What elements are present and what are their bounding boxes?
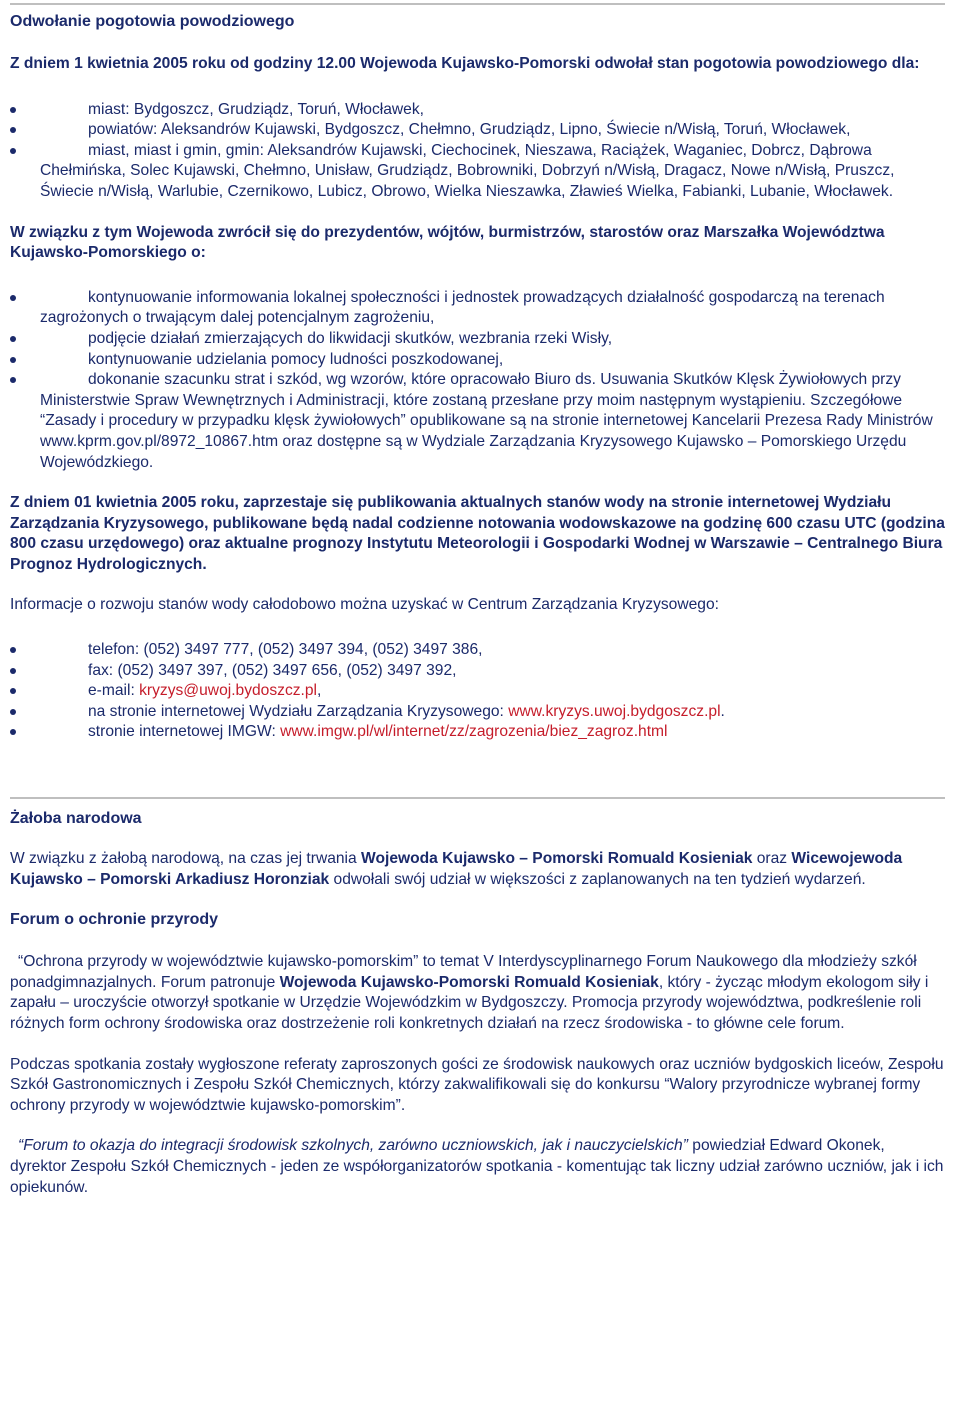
bullet-icon: [10, 127, 16, 133]
water-level-notice: Z dniem 01 kwietnia 2005 roku, zaprzestaje się publikowania aktualnych stanów wody na stronie internetowej Wydziału Zarządzania Kryzysowego, publikowane będą nadal codzienne notowania wodowskazowe na godzinę 600 czasu UTC (godzina 800 czasu urzędowego) oraz aktualne prognozy Instytutu Meteorologii i Gospodarki Wodnej w Warszawie – Centralnego Biura Prognoz Hydrologicznych.: [10, 494, 945, 573]
list-item: na stronie internetowej Wydziału Zarządzania Kryzysowego: www.kryzys.uwoj.bydgoszcz.pl.: [10, 702, 945, 723]
list-item: miast: Bydgoszcz, Grudziądz, Toruń, Włocławek,: [10, 100, 945, 121]
bullet-icon: [10, 107, 16, 113]
forum-paragraph-2: Podczas spotkania zostały wygłoszone referaty zaproszonych gości ze środowisk naukowych oraz uczniów bydgoskich liceów, Zespołu Szkół Gastronomicznych i Zespołu Szkół Chemicznych, którzy zakwalifikowali się do konkursu “Walory przyrodnicze wybranej formy ochrony przyrody w województwie kujawsko-pomorskim”.: [10, 1055, 944, 1114]
flood-lead: Z dniem 1 kwietnia 2005 roku od godziny 12.00 Wojewoda Kujawsko-Pomorski odwołał stan pogotowia powodziowego dla:: [10, 55, 920, 72]
section-title-flood: Odwołanie pogotowia powodziowego: [10, 13, 295, 30]
list-item: kontynuowanie udzielania pomocy ludności poszkodowanej,: [40, 350, 945, 371]
section-title-forum: Forum o ochronie przyrody: [10, 911, 219, 929]
bullet-icon: [10, 647, 16, 653]
bullet-icon: [10, 688, 16, 694]
wzk-website-link[interactable]: www.kryzys.uwoj.bydgoszcz.pl: [508, 702, 721, 720]
info-paragraph: Informacje o rozwoju stanów wody całodobowo można uzyskać w Centrum Zarządzania Kryzysowego:: [10, 596, 719, 614]
bullet-icon: [10, 357, 16, 363]
email-link[interactable]: kryzys@uwoj.bydoszcz.pl: [139, 682, 318, 700]
list-item: podjęcie działań zmierzających do likwidacji skutków, wezbrania rzeki Wisły,: [40, 329, 945, 350]
list-item: e-mail: kryzys@uwoj.bydoszcz.pl,: [10, 681, 945, 702]
bullet-icon: [10, 729, 16, 735]
top-divider: [10, 3, 945, 5]
bullet-icon: [10, 709, 16, 715]
section-divider: [10, 797, 945, 799]
bullet-icon: [10, 377, 16, 383]
list-item: telefon: (052) 3497 777, (052) 3497 394, (052) 3497 386,: [10, 640, 945, 661]
list-item: dokonanie szacunku strat i szkód, wg wzorów, które opracowało Biuro ds. Usuwania Skutków Klęsk Żywiołowych przy Ministerstwie Spraw Wewnętrznych i Administracji, które zostaną przesłane przy moim następnym wystąpieniu. Szczegółowe “Zasady i procedury w przypadku klęsk żywiołowych” opublikowane są na stronie internetowej Kancelarii Prezesa Rady Ministrów www.kprm.gov.pl/8972_10867.htm oraz dostępne są w Wydziale Zarządzania Kryzysowego Kujawsko – Pomorskiego Urzędu Wojewódzkiego.: [40, 370, 945, 473]
bullet-icon: [10, 336, 16, 342]
appeal-list: [10, 288, 945, 473]
list-item: fax: (052) 3497 397, (052) 3497 656, (052) 3497 392,: [10, 661, 945, 682]
imgw-website-link[interactable]: www.imgw.pl/wl/internet/zz/zagrozenia/biez_zagroz.html: [280, 723, 668, 741]
appeal-paragraph: W związku z tym Wojewoda zwrócił się do prezydentów, wójtów, burmistrzów, starostów oraz Marszałka Województwa Kujawsko-Pomorskiego o:: [10, 223, 885, 262]
section-title-mourning: Żałoba narodowa: [10, 810, 142, 828]
flood-area-list: [10, 100, 945, 203]
list-item: kontynuowanie informowania lokalnej społeczności i jednostek prowadzących działalność gospodarczą na terenach zagrożonych o trwającym dalej potencjalnym zagrożeniu,: [40, 288, 945, 329]
bullet-icon: [10, 295, 16, 301]
forum-paragraph-3: “Forum to okazja do integracji środowisk szkolnych, zarówno uczniowskich, jak i nauczycielskich” powiedział Edward Okonek, dyrektor Zespołu Szkół Chemicznych - jeden ze współorganizatorów spotkania - komentując tak liczny udział zarówno uczniów, jak i ich opiekunów.: [10, 1137, 944, 1196]
list-item: stronie internetowej IMGW: www.imgw.pl/wl/internet/zz/zagrozenia/biez_zagroz.html: [10, 722, 945, 743]
bullet-icon: [10, 668, 16, 674]
mourning-paragraph: W związku z żałobą narodową, na czas jej trwania Wojewoda Kujawsko – Pomorski Romuald Kosieniak oraz Wicewojewoda Kujawsko – Pomorski Arkadiusz Horonziak odwołali swój udział w większości z zaplanowanych na ten tydzień wydarzeń.: [10, 850, 903, 888]
document-page: [10, 0, 945, 1198]
contact-list: [10, 640, 945, 743]
forum-paragraph-1: “Ochrona przyrody w województwie kujawsko-pomorskim” to temat V Interdyscyplinarnego Forum Naukowego dla młodzieży szkół ponadgimnazjalnych. Forum patronuje Wojewoda Kujawsko-Pomorski Romuald Kosieniak, który - życząc młodym ekologom siły i zapału – uroczyście otworzył spotkanie w Urzędzie Wojewódzkim w Bydgoszczy. Promocja przyrody województwa, podkreślenie roli różnych form ochrony środowiska oraz dostrzeżenie roli konkretnych działań na rzecz środowiska - to główne cele forum.: [10, 953, 929, 1032]
list-item: powiatów: Aleksandrów Kujawski, Bydgoszcz, Chełmno, Grudziądz, Lipno, Świecie n/Wisłą, Toruń, Włocławek,: [10, 120, 945, 141]
bullet-icon: [10, 148, 16, 154]
list-item: miast, miast i gmin, gmin: Aleksandrów Kujawski, Ciechocinek, Nieszawa, Raciążek, Waganiec, Dobrcz, Dąbrowa Chełmińska, Solec Kujawski, Chełmno, Unisław, Grudziądz, Bobrowniki, Dobrzyń n/Wisłą, Dragacz, Nowe n/Wisłą, Pruszcz, Świecie n/Wisłą, Warlubie, Czernikowo, Lubicz, Obrowo, Wielka Nieszawka, Zławieś Wielka, Fabianki, Lubanie, Włocławek.: [10, 141, 945, 203]
